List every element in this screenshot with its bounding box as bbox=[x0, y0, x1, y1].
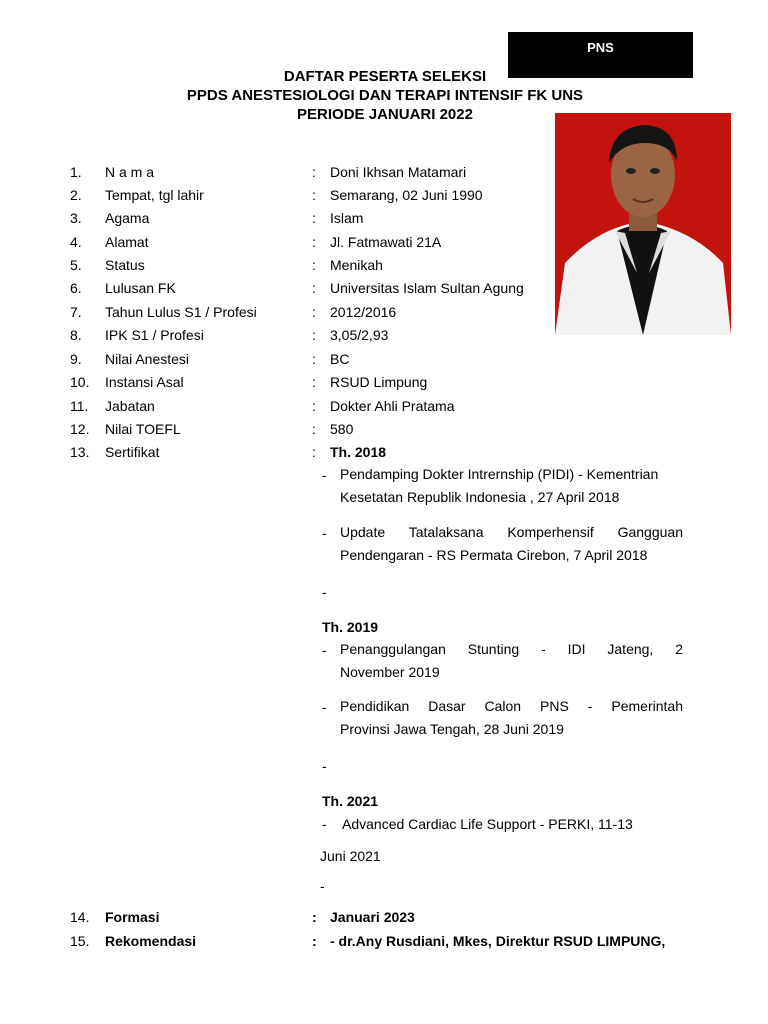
certificate-line: Kesetatan Republik Indonesia , 27 April 2018 bbox=[340, 489, 620, 505]
field-colon: : bbox=[312, 164, 316, 180]
field-value: 580 bbox=[330, 421, 354, 437]
field-colon: : bbox=[312, 280, 316, 296]
field-number: 2. bbox=[70, 187, 82, 203]
applicant-photo bbox=[555, 113, 731, 335]
doc-title-line1: DAFTAR PESERTA SELEKSI bbox=[283, 68, 487, 85]
certificate-line: Juni 2021 bbox=[320, 848, 381, 864]
field-label: N a m a bbox=[105, 164, 155, 180]
certificate-item bbox=[340, 521, 683, 567]
field-colon: : bbox=[312, 304, 316, 320]
certificate-line: Penanggulangan Stunting - IDI Jateng, 2 bbox=[340, 641, 683, 657]
field-value: Doni Ikhsan Matamari bbox=[330, 164, 467, 180]
field-value: 2012/2016 bbox=[330, 304, 397, 320]
field-colon: : bbox=[312, 444, 316, 460]
bullet-dash: - bbox=[322, 584, 327, 600]
field-label: Nilai Anestesi bbox=[105, 351, 190, 367]
field-label: IPK S1 / Profesi bbox=[105, 327, 204, 343]
bullet-dash: - bbox=[322, 525, 327, 541]
badge-label: PNS bbox=[587, 40, 614, 55]
doc-title-line3: PERIODE JANUARI 2022 bbox=[297, 106, 473, 123]
field-colon: : bbox=[312, 909, 317, 925]
field-value: - dr.Any Rusdiani, Mkes, Direktur RSUD LIMPUNG, bbox=[330, 933, 666, 949]
cert-year-2021: Th. 2021 bbox=[322, 793, 379, 809]
field-label: Tempat, tgl lahir bbox=[105, 187, 204, 203]
field-number: 14. bbox=[70, 909, 90, 925]
field-label: Alamat bbox=[105, 234, 149, 250]
field-label: Nilai TOEFL bbox=[105, 421, 181, 437]
field-label: Jabatan bbox=[105, 398, 155, 414]
field-label: Lulusan FK bbox=[105, 280, 176, 296]
field-label: Rekomendasi bbox=[105, 933, 197, 949]
field-number: 13. bbox=[70, 444, 90, 460]
field-colon: : bbox=[312, 374, 316, 390]
field-value: Islam bbox=[330, 210, 364, 226]
field-number: 3. bbox=[70, 210, 82, 226]
field-colon: : bbox=[312, 398, 316, 414]
certificate-line: Pendengaran - RS Permata Cirebon, 7 April 2018 bbox=[340, 547, 648, 563]
field-value: Th. 2018 bbox=[330, 444, 387, 460]
bullet-dash: - bbox=[322, 699, 327, 715]
certificate-item bbox=[340, 695, 683, 741]
certificate-item bbox=[340, 638, 683, 684]
field-number: 1. bbox=[70, 164, 82, 180]
field-label: Formasi bbox=[105, 909, 160, 925]
field-number: 4. bbox=[70, 234, 82, 250]
field-colon: : bbox=[312, 210, 316, 226]
cert-year-2019: Th. 2019 bbox=[322, 619, 379, 635]
field-number: 6. bbox=[70, 280, 82, 296]
bullet-dash: - bbox=[322, 758, 327, 774]
field-value: Universitas Islam Sultan Agung bbox=[330, 280, 524, 296]
field-value: Dokter Ahli Pratama bbox=[330, 398, 455, 414]
certificate-line: Pendamping Dokter Intrernship (PIDI) - Kementrian bbox=[340, 466, 659, 482]
field-number: 9. bbox=[70, 351, 82, 367]
field-value: Jl. Fatmawati 21A bbox=[330, 234, 442, 250]
field-colon: : bbox=[312, 234, 316, 250]
field-label: Status bbox=[105, 257, 145, 273]
field-label: Sertifikat bbox=[105, 444, 160, 460]
field-number: 11. bbox=[70, 398, 89, 414]
field-label: Agama bbox=[105, 210, 150, 226]
field-number: 7. bbox=[70, 304, 82, 320]
field-colon: : bbox=[312, 351, 316, 367]
field-label: Tahun Lulus S1 / Profesi bbox=[105, 304, 257, 320]
field-colon: : bbox=[312, 421, 316, 437]
certificate-line: November 2019 bbox=[340, 664, 440, 680]
field-value: Menikah bbox=[330, 257, 383, 273]
certificate-item bbox=[340, 463, 683, 509]
field-number: 12. bbox=[70, 421, 90, 437]
field-number: 8. bbox=[70, 327, 82, 343]
certificate-line: Advanced Cardiac Life Support - PERKI, 11-13 bbox=[342, 816, 633, 832]
bullet-dash: - bbox=[322, 467, 327, 483]
field-number: 15. bbox=[70, 933, 90, 949]
field-value: RSUD Limpung bbox=[330, 374, 428, 390]
field-number: 5. bbox=[70, 257, 82, 273]
certificate-line: Update Tatalaksana Komperhensif Gangguan bbox=[340, 524, 683, 540]
certificate-line: Pendidikan Dasar Calon PNS - Pemerintah bbox=[340, 698, 683, 714]
field-value: Januari 2023 bbox=[330, 909, 415, 925]
field-label: Instansi Asal bbox=[105, 374, 184, 390]
bullet-dash: - bbox=[322, 642, 327, 658]
field-colon: : bbox=[312, 933, 317, 949]
doc-title-line2: PPDS ANESTESIOLOGI DAN TERAPI INTENSIF FK UNS bbox=[186, 87, 584, 104]
field-colon: : bbox=[312, 187, 316, 203]
field-colon: : bbox=[312, 327, 316, 343]
field-value: 3,05/2,93 bbox=[330, 327, 389, 343]
field-colon: : bbox=[312, 257, 316, 273]
certificate-line: Provinsi Jawa Tengah, 28 Juni 2019 bbox=[340, 721, 564, 737]
field-value: BC bbox=[330, 351, 350, 367]
bullet-dash: - bbox=[322, 816, 327, 832]
bullet-dash: - bbox=[320, 878, 325, 894]
field-number: 10. bbox=[70, 374, 90, 390]
field-value: Semarang, 02 Juni 1990 bbox=[330, 187, 483, 203]
